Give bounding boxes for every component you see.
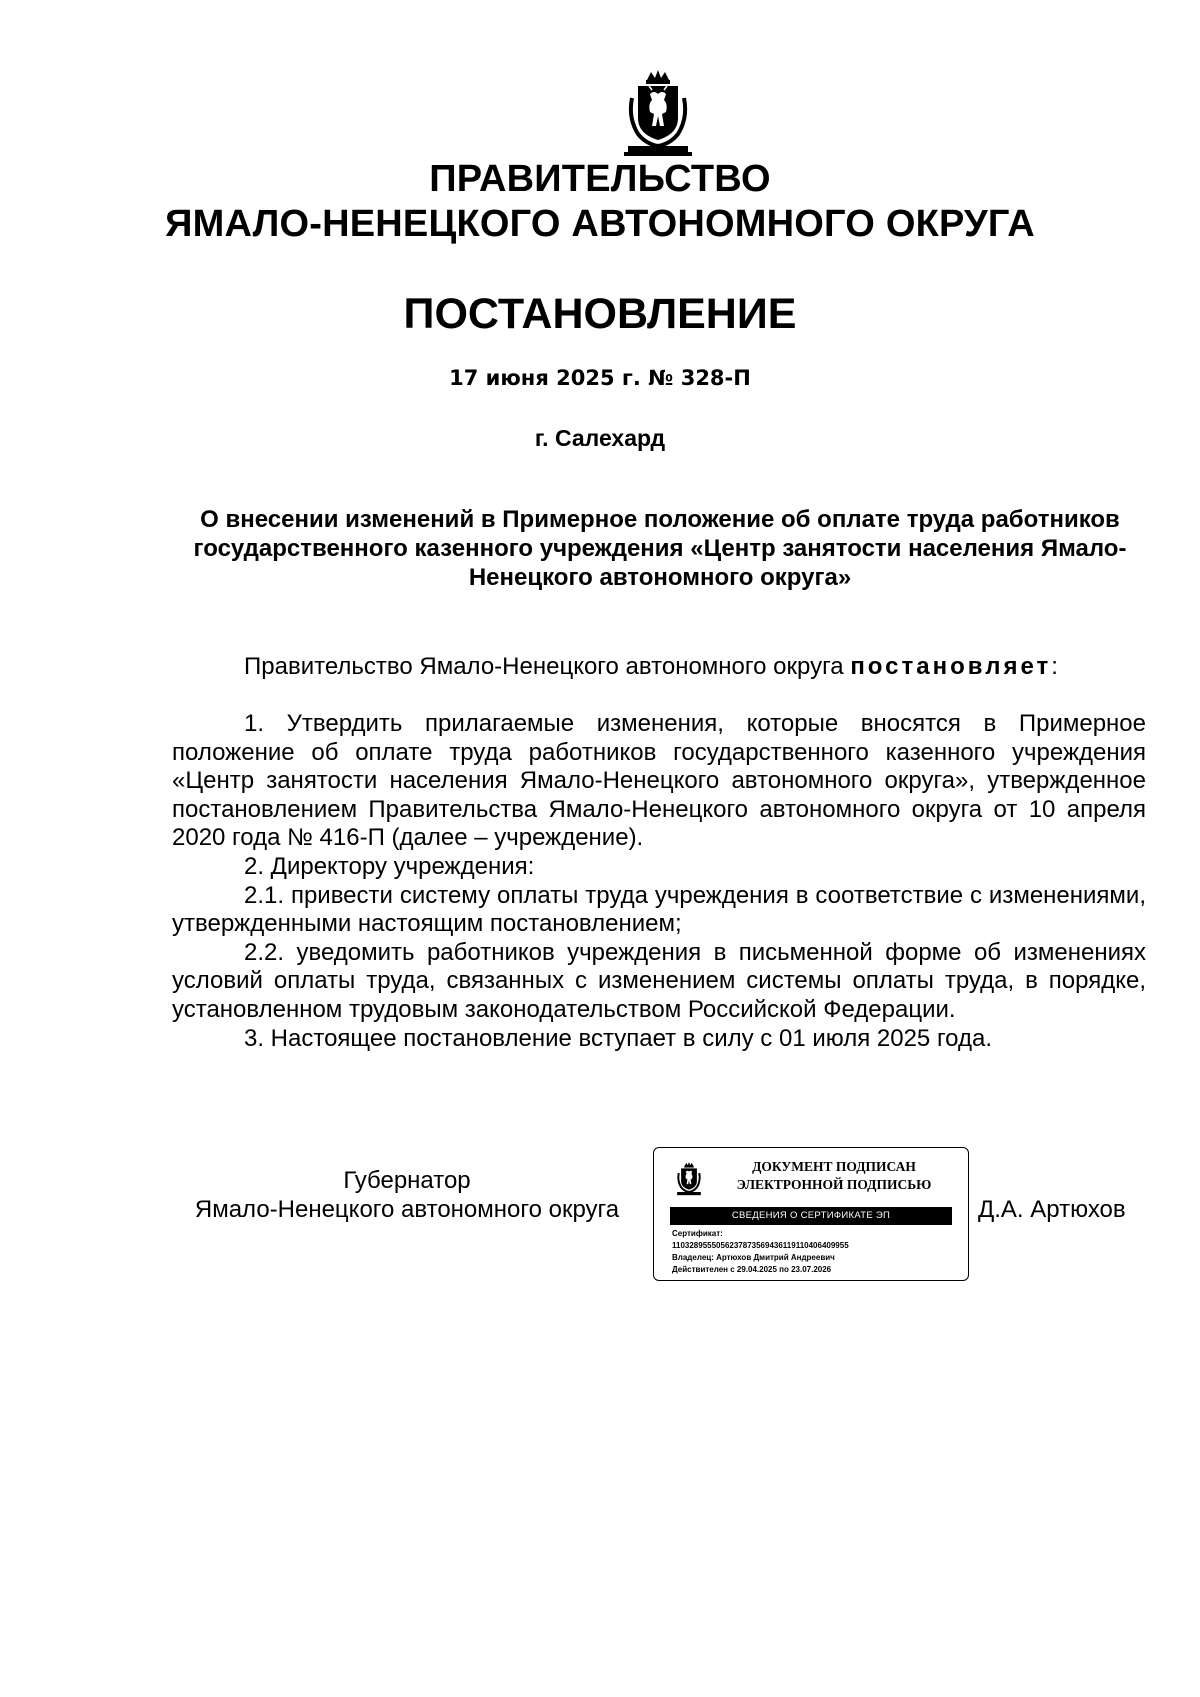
coat-of-arms-icon <box>620 68 696 158</box>
document-body <box>172 710 1146 1053</box>
document-type: ПОСТАНОВЛЕНИЕ <box>403 290 797 338</box>
preamble-emphasis: постановляет <box>850 653 1052 680</box>
preamble-text: Правительство Ямало-Ненецкого автономного округа <box>244 653 851 680</box>
document-city: г. Салехард <box>534 425 666 451</box>
paragraph-2-1: 2.1. привести систему оплаты труда учреждения в соответствие с изменениями, утвержденными настоящим постановлением; <box>172 881 1146 938</box>
preamble-tail: : <box>1051 653 1058 680</box>
coat-of-arms-small-icon <box>674 1159 704 1199</box>
esign-certificate-bar: СВЕДЕНИЯ О СЕРТИФИКАТЕ ЭП <box>670 1207 952 1225</box>
esign-validity: Действителен с 29.04.2025 по 23.07.2026 <box>672 1265 832 1274</box>
document-subject: О внесении изменений в Примерное положение об оплате труда работников государственного казенного учреждения «Центр занятости населения Ямало-Ненецкого автономного округа» <box>193 506 1127 591</box>
paragraph-2: 2. Директору учреждения: <box>244 852 535 880</box>
paragraph-1: 1. Утвердить прилагаемые изменения, которые вносятся в Примерное положение об оплате труда работников государственного казенного учреждения «Центр занятости населения Ямало-Ненецкого автономного округа», утвержденное постановлением Правительства Ямало-Ненецкого автономного округа от 10 апреля 2020 года № 416-П (далее – учреждение). <box>172 710 1146 852</box>
esign-details <box>672 1228 962 1276</box>
signatory-position <box>172 1166 642 1224</box>
paragraph-3: 3. Настоящее постановление вступает в силу с 01 июля 2025 года. <box>244 1024 993 1052</box>
document-date-number: 17 июня 2025 г. № 328-П <box>449 366 751 390</box>
signatory-name: Д.А. Артюхов <box>978 1196 1126 1223</box>
esign-title <box>714 1158 954 1194</box>
esign-certificate-number: 110328955505623787356943611911040640​9955 <box>672 1241 849 1250</box>
esign-owner: Владелец: Артюхов Дмитрий Андреевич <box>672 1253 835 1262</box>
electronic-signature-stamp <box>653 1147 969 1281</box>
esign-certificate-label: Сертификат: <box>672 1229 723 1238</box>
organization-name-line1: ПРАВИТЕЛЬСТВО <box>429 158 771 200</box>
organization-name-line2: ЯМАЛО-НЕНЕЦКОГО АВТОНОМНОГО ОКРУГА <box>165 203 1035 245</box>
esign-title-line1: ДОКУМЕНТ ПОДПИСАН <box>752 1159 916 1174</box>
esign-title-line2: ЭЛЕКТРОННОЙ ПОДПИСЬЮ <box>736 1177 932 1192</box>
signatory-position-line1: Губернатор <box>343 1167 471 1194</box>
preamble <box>172 652 1146 681</box>
signatory-position-line2: Ямало-Ненецкого автономного округа <box>194 1196 620 1223</box>
paragraph-2-2: 2.2. уведомить работников учреждения в письменной форме об изменениях условий оплаты труда, связанных с изменением системы оплаты труда, в порядке, установленном трудовым законодательством Российской Федерации. <box>172 938 1146 1023</box>
